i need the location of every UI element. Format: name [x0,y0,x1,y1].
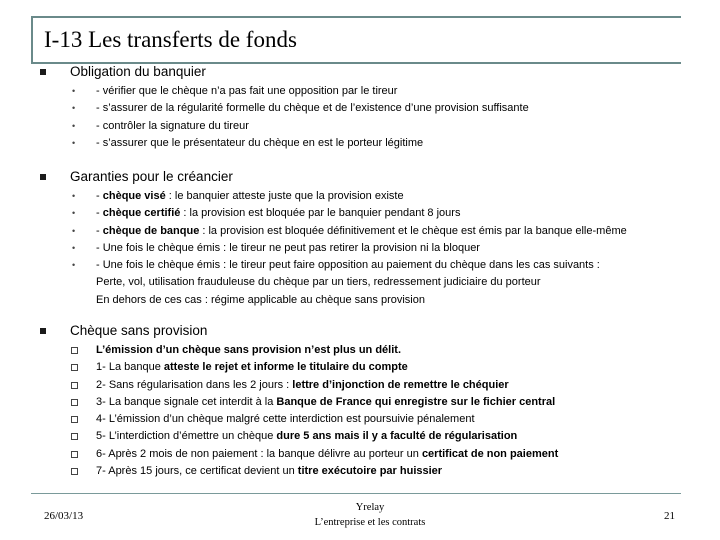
item-text: 7- Après 15 jours, ce certificat devient un [96,465,298,478]
continuation-text: En dehors de ces cas : régime applicable au chèque sans provision [96,293,425,306]
checkbox-bullet-icon [71,416,78,423]
checkbox-bullet-icon [71,347,78,354]
list-item [38,446,558,463]
dot-bullet-icon: • [72,103,76,114]
item-text-bold: atteste le rejet et informe le titulaire du compte [163,361,408,374]
item-text-bold: chèque certifié [102,207,181,220]
item-text: : la provision est bloquée par le banquier pendant 8 jours [180,207,461,220]
item-text-bold: chèque visé [102,190,166,202]
section-heading-text: Chèque sans provision [70,323,208,338]
item-text: : la provision est bloquée définitivement et le chèque est émis par la banque elle-même [199,224,627,237]
list-item [38,411,558,428]
item-list [38,83,529,152]
square-bullet-icon [40,69,46,75]
item-text: : le banquier atteste juste que la provision existe [165,190,404,202]
list-item [38,240,627,257]
section-garanties [38,169,627,309]
item-list [38,342,558,480]
list-item [38,428,558,445]
item-text: 5- L’interdiction d’émettre un chèque [96,430,277,443]
page-number: 21 [664,510,675,522]
item-text: - [96,224,103,237]
item-text: - s’assurer de la régularité formelle du chèque et de l’existence d’une provision suffisante [96,102,529,115]
item-text: - s’assurer que le présentateur du chèque en est le porteur légitime [96,136,424,149]
section-heading [38,323,558,338]
item-text-bold: titre exécutoire par huissier [297,465,443,478]
frame-top-rule [31,16,681,18]
dot-bullet-icon: • [72,120,76,131]
checkbox-bullet-icon [71,451,78,458]
item-text: - contrôler la signature du tireur [96,119,249,132]
dot-bullet-icon: • [72,260,76,271]
section-heading [38,169,627,184]
item-text-bold: Banque de France qui enregistre sur le fichier central [276,395,556,408]
dot-bullet-icon: • [72,225,76,236]
checkbox-bullet-icon [71,399,78,406]
item-text-bold: L’émission d’un chèque sans provision n’est plus un délit. [96,344,401,356]
item-text-bold: lettre d’injonction de remettre le chéquier [292,378,509,391]
footer-date: 26/03/13 [44,510,84,522]
footer-subtitle: L’entreprise et les contrats [314,517,426,528]
dot-bullet-icon: • [72,86,76,96]
section-heading [38,64,529,79]
section-heading-text: Obligation du banquier [70,64,206,79]
section-obligation [38,64,529,152]
item-text: 3- La banque signale cet interdit à la [96,395,277,408]
checkbox-bullet-icon [71,468,78,475]
item-text: - Une fois le chèque émis : le tireur ne peut pas retirer la provision ni la bloquer [96,241,480,254]
footer-author: Yrelay [355,502,385,513]
checkbox-bullet-icon [71,382,78,389]
item-text: - [96,207,103,220]
square-bullet-icon [40,174,46,180]
list-item [38,463,558,480]
item-text: - [96,190,103,202]
list-item [38,100,529,117]
slide-title: I-13 Les transferts de fonds [44,27,297,52]
list-item [38,359,558,376]
item-text-bold: dure 5 ans mais il y a faculté de régularisation [276,430,518,443]
dot-bullet-icon: • [72,208,76,219]
list-item [38,394,558,411]
item-text: - vérifier que le chèque n’a pas fait une opposition par le tireur [96,85,398,97]
list-item [38,342,558,359]
continuation-text: Perte, vol, utilisation frauduleuse du chèque par un tiers, redressement judiciaire du porteur [96,276,541,289]
section-heading-text: Garanties pour le créancier [70,169,233,184]
list-item [38,118,529,135]
dot-bullet-icon: • [72,137,76,148]
frame-left-rule [31,16,33,64]
section-cheque-sans-provision [38,323,558,480]
list-item [38,257,627,274]
dot-bullet-icon: • [72,191,76,201]
item-text: 2- Sans régularisation dans les 2 jours : [96,378,293,391]
item-text-bold: certificat de non paiement [421,447,559,460]
list-item [38,83,529,100]
list-item [38,205,627,222]
list-item [38,223,627,240]
item-text: 4- L’émission d’un chèque malgré cette interdiction est poursuivie pénalement [96,413,475,426]
checkbox-bullet-icon [71,433,78,440]
footer-rule [31,493,681,494]
list-item [38,135,529,152]
item-text: 6- Après 2 mois de non paiement : la banque délivre au porteur un [96,447,422,460]
list-item [38,377,558,394]
item-text-bold: chèque de banque [102,224,200,237]
square-bullet-icon [40,328,46,334]
footer-center [270,500,470,530]
dot-bullet-icon: • [72,242,76,253]
list-item [38,188,627,205]
item-list [38,188,627,309]
item-text: - Une fois le chèque émis : le tireur peut faire opposition au paiement du chèque dans les cas suivants : [96,259,600,272]
checkbox-bullet-icon [71,364,78,371]
item-text: 1- La banque [96,361,164,374]
